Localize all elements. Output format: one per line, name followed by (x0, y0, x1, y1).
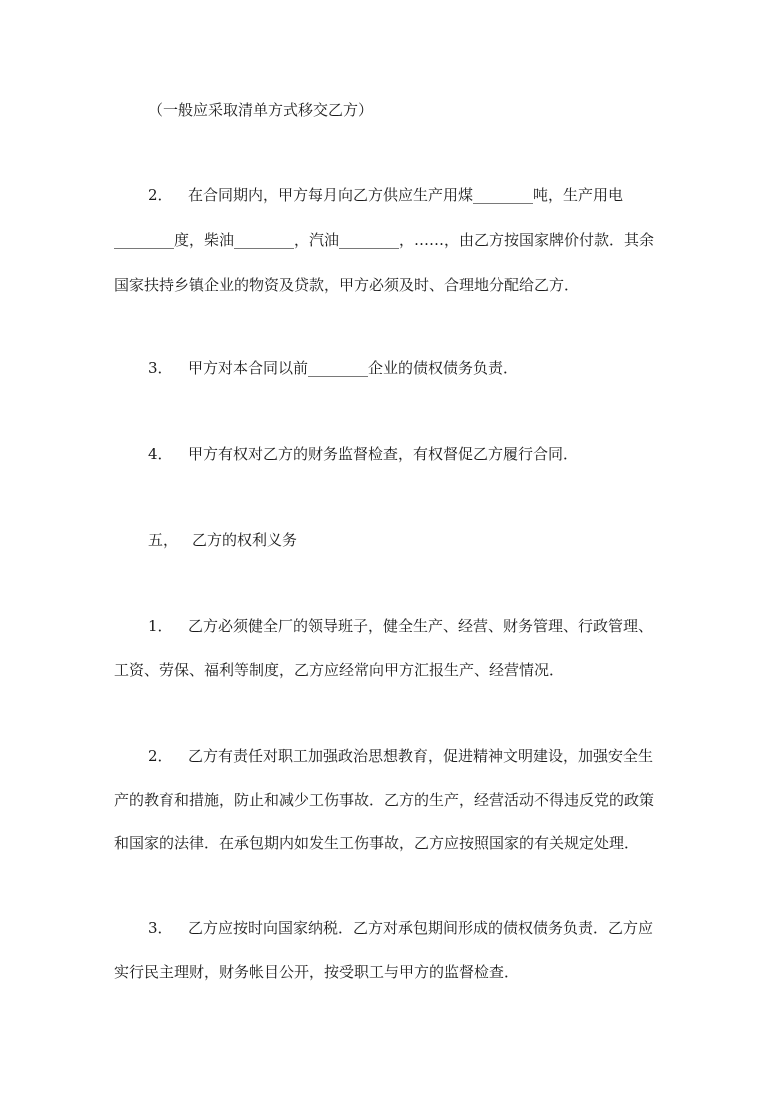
clause-number: 4． (148, 445, 173, 463)
clause-number: 1． (148, 617, 173, 635)
clause-number: 3． (148, 919, 173, 937)
paragraph-text: ________度，柴油________，汽油________，……，由乙方按国家牌价付款．其余 (114, 231, 655, 249)
paragraph-text: 产的教育和措施，防止和减少工伤事故．乙方的生产，经营活动不得违反党的政策 (114, 791, 655, 809)
duty-1-line-1 (148, 616, 653, 636)
duty-1-line-2 (114, 660, 564, 680)
paragraph-text: 乙方必须健全厂的领导班子，健全生产、经营、财务管理、行政管理、 (188, 617, 654, 635)
clause-2-line-2 (114, 230, 654, 250)
clause-number: 2． (148, 186, 173, 204)
paragraph-text: 实行民主理财，财务帐目公开，按受职工与甲方的监督检查． (114, 963, 520, 981)
clause-number: 3． (148, 359, 173, 377)
paragraph-text: 甲方对本合同以前________企业的债权债务负责． (188, 359, 519, 377)
duty-2-line-1 (148, 746, 653, 766)
section-title: 乙方的权利义务 (192, 531, 298, 549)
paragraph-text: 甲方有权对乙方的财务监督检查，有权督促乙方履行合同． (188, 445, 579, 463)
duty-3-line-1 (148, 918, 653, 938)
paragraph-text: 和国家的法律．在承包期内如发生工伤事故，乙方应按照国家的有关规定处理． (114, 834, 640, 852)
paragraph-text: 在合同期内，甲方每月向乙方供应生产用煤________吨，生产用电 (188, 186, 624, 204)
section-number: 五， (148, 531, 179, 549)
section-heading (148, 530, 297, 550)
paragraph-text: 工资、劳保、福利等制度，乙方应经常向甲方汇报生产、经营情况． (114, 661, 565, 679)
duty-3-line-2 (114, 962, 519, 982)
clause-2-line-1 (148, 185, 623, 205)
clause-4-line-1 (148, 444, 578, 464)
duty-2-line-2 (114, 790, 654, 810)
paragraph-text: 国家扶持乡镇企业的物资及贷款，甲方必须及时、合理地分配给乙方． (114, 276, 580, 294)
duty-2-line-3 (114, 833, 639, 853)
paragraph-text: （一般应采取清单方式移交乙方） (148, 101, 374, 119)
transfer-note (148, 100, 373, 120)
paragraph-text: 乙方应按时向国家纳税．乙方对承包期间形成的债权债务负责．乙方应 (188, 919, 654, 937)
clause-2-line-3 (114, 275, 579, 295)
clause-number: 2． (148, 747, 173, 765)
clause-3-line-1 (148, 358, 518, 378)
paragraph-text: 乙方有责任对职工加强政治思想教育，促进精神文明建设，加强安全生 (188, 747, 654, 765)
